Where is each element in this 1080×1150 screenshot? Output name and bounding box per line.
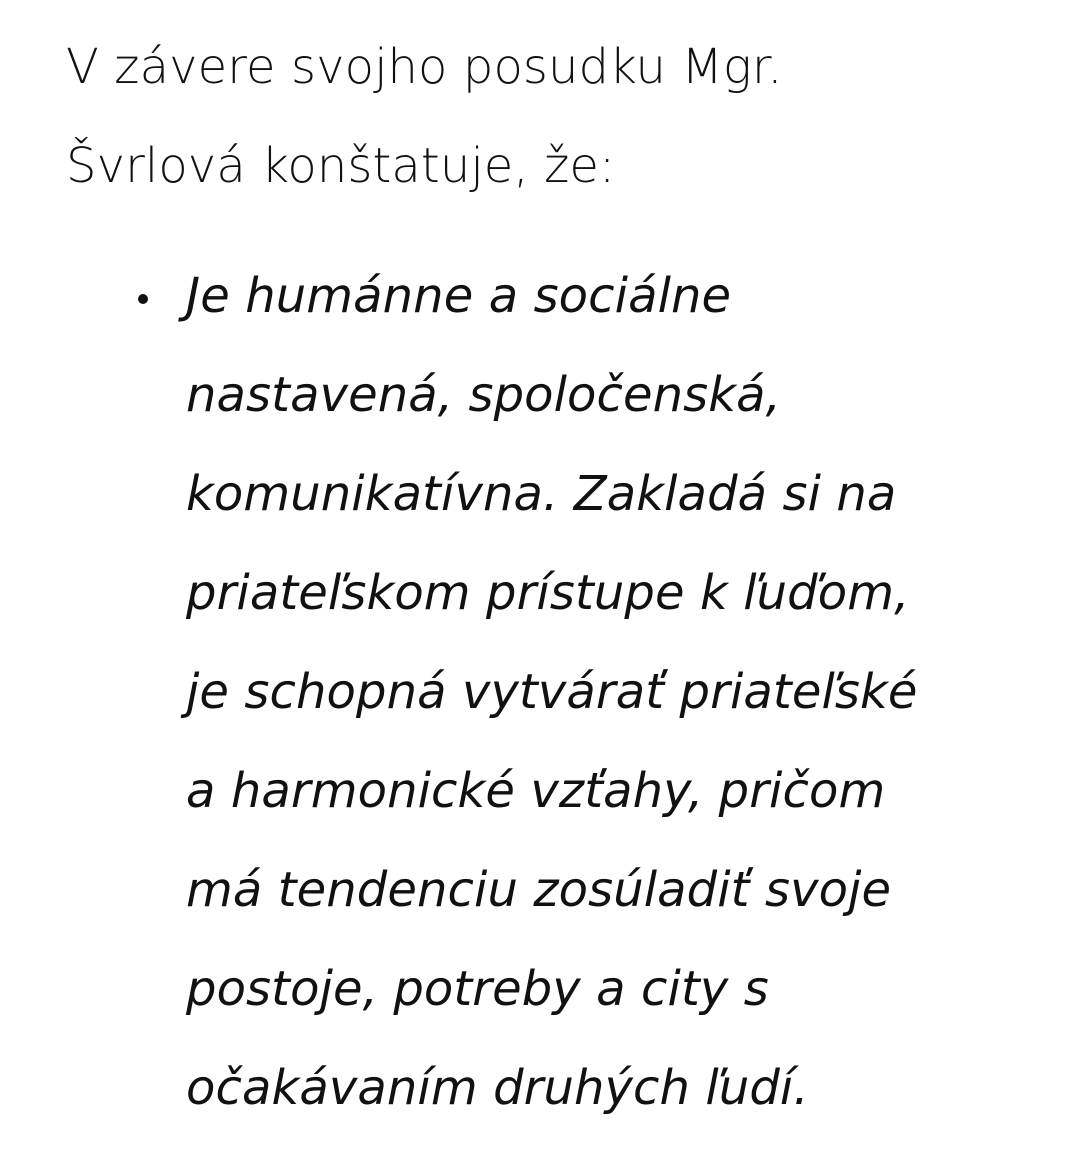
intro-line: V závere svojho posudku Mgr. (66, 39, 783, 95)
bullet-line: Je humánne a sociálne (186, 268, 732, 324)
bullet-line: je schopná vytvárať priateľské (186, 664, 918, 720)
bullet-text (186, 247, 1056, 1138)
bullet-list (66, 247, 1056, 1138)
bullet-line: komunikatívna. Zakladá si na (186, 466, 897, 522)
bullet-icon (138, 294, 148, 304)
bullet-line: postoje, potreby a city s (186, 961, 769, 1017)
bullet-line: priateľskom prístupe k ľuďom, (186, 565, 910, 621)
intro-line: Švrlová konštatuje, že: (66, 138, 616, 194)
bullet-line: a harmonické vzťahy, pričom (186, 763, 886, 819)
bullet-line: nastavená, spoločenská, (186, 367, 782, 423)
bullet-line: očakávaním druhých ľudí. (186, 1060, 809, 1116)
bullet-line: má tendenciu zosúladiť svoje (186, 862, 892, 918)
bullet-item (66, 247, 1056, 1138)
article-content (66, 0, 1056, 1116)
intro-paragraph (66, 0, 1056, 216)
